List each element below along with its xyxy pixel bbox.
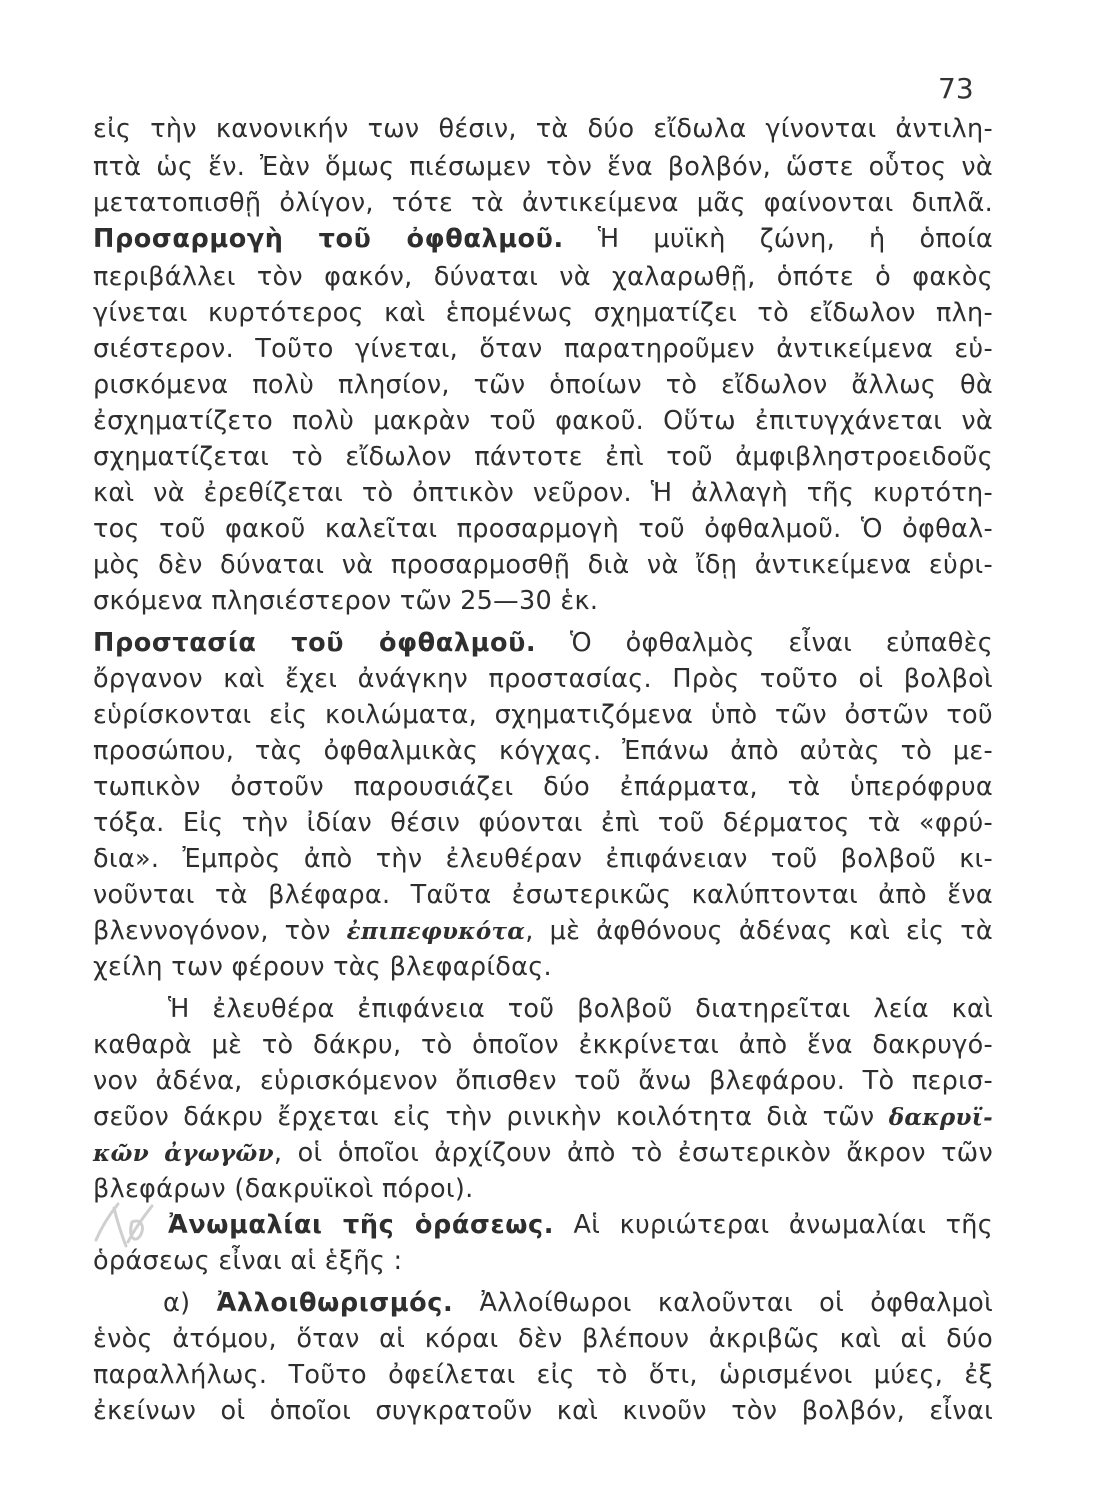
page-number: 73 [938,72,974,105]
line-text: βλεννογόνον, τὸν [93,916,347,946]
line-text: ρισκόμενα πολὺ πλησίον, τῶν ὁποίων τὸ εἴδωλον ἄλλως θὰ [93,370,993,400]
text-line [93,878,993,912]
text-line [93,150,993,184]
section-heading: Προστασία τοῦ ὀφθαλμοῦ. [93,628,537,658]
text-line [93,584,993,618]
line-text: περιβάλλει τὸν φακόν, δύναται νὰ χαλαρωθῇ, ὁπότε ὁ φακὸς [93,262,993,292]
line-text: σχηματίζεται τὸ εἴδωλον πάντοτε ἐπὶ τοῦ ἀμφιβληστροειδοῦς [93,442,993,472]
line-text: , μὲ ἀφθόνους ἀδένας καὶ εἰς τὰ [525,916,994,946]
text-line [93,1358,993,1392]
text-line [163,1286,993,1320]
section-heading: Ἀλλοιθωρισμός. [216,1288,454,1318]
line-text: προσώπου, τὰς ὀφθαλμικὰς κόγχας. Ἐπάνω ἀπὸ αὐτὰς τὸ με- [93,736,993,766]
text-line [93,260,993,294]
text-line [93,368,993,402]
line-text: μὸς δὲν δύναται νὰ προσαρμοσθῇ διὰ νὰ ἴδῃ ἀντικείμενα εὑρι- [93,550,993,580]
text-line [93,476,993,510]
line-text: Ἀλλοίθωροι καλοῦνται οἱ ὀφθαλμοὶ [453,1288,993,1318]
line-text: ἐκείνων οἱ ὁποῖοι συγκρατοῦν καὶ κινοῦν τὸν βολβόν, εἶναι [93,1396,993,1426]
line-text: τωπικὸν ὀστοῦν παρουσιάζει δύο ἐπάρματα, τὰ ὑπερόφρυα [93,772,993,802]
line-text: ἑνὸς ἀτόμου, ὅταν αἱ κόραι δὲν βλέπουν ἀκριβῶς καὶ αἱ δύο [93,1324,993,1354]
line-text: ὄργανον καὶ ἔχει ἀνάγκην προστασίας. Πρὸς τοῦτο οἱ βολβοὶ [93,664,993,694]
line-text: Ὁ ὀφθαλμὸς εἶναι εὐπαθὲς [536,628,993,658]
text-line [93,950,993,984]
text-line [93,548,993,582]
text-line [93,1100,993,1135]
line-text: Αἱ κυριώτεραι ἀνωμαλίαι τῆς [554,1210,993,1240]
text-line [93,1244,993,1278]
line-text: καὶ νὰ ἐρεθίζεται τὸ ὀπτικὸν νεῦρον. Ἡ ἀλλαγὴ τῆς κυρτότη- [93,478,993,508]
line-text: νον ἀδένα, εὑρισκόμενον ὄπισθεν τοῦ ἄνω βλεφάρου. Τὸ περισ- [93,1066,993,1096]
text-line [93,626,993,660]
section-heading: Προσαρμογὴ τοῦ ὀφθαλμοῦ. [93,224,564,254]
line-text: δια». Ἐμπρὸς ἀπὸ τὴν ἐλευθέραν ἐπιφάνειαν τοῦ βολβοῦ κι- [93,844,993,874]
text-line [93,1172,993,1206]
text-line [93,112,993,146]
line-text: ἐσχηματίζετο πολὺ μακρὰν τοῦ φακοῦ. Οὕτω ἐπιτυγχάνεται νὰ [93,406,993,436]
line-text: εἰς τὴν κανονικήν των θέσιν, τὰ δύο εἴδωλα γίνονται ἀντιλη- [93,114,993,144]
text-line [93,842,993,876]
section-heading: Ἀνωμαλίαι τῆς ὁράσεως. [168,1210,555,1240]
text-line [93,806,993,840]
line-text: , οἱ ὁποῖοι ἀρχίζουν ἀπὸ τὸ ἐσωτερικὸν ἄκρον τῶν [273,1138,993,1168]
line-text: Ἡ ἐλευθέρα ἐπιφάνεια τοῦ βολβοῦ διατηρεῖται λεία καὶ [168,994,993,1024]
text-line [93,332,993,366]
text-line [93,698,993,732]
text-line [93,914,993,949]
line-text: τόξα. Εἰς τὴν ἰδίαν θέσιν φύονται ἐπὶ τοῦ δέρματος τὰ «φρύ- [93,808,993,838]
line-text: μετατοπισθῇ ὀλίγον, τότε τὰ ἀντικείμενα μᾶς φαίνονται διπλᾶ. [93,188,993,218]
line-text: γίνεται κυρτότερος καὶ ἑπομένως σχηματίζει τὸ εἴδωλον πλη- [93,298,993,328]
text-line [93,734,993,768]
line-text: σιέστερον. Τοῦτο γίνεται, ὅταν παρατηροῦμεν ἀντικείμενα εὑ- [93,334,993,364]
text-line [93,1136,993,1171]
list-marker: α) [163,1288,217,1318]
line-text: παραλλήλως. Τοῦτο ὀφείλεται εἰς τὸ ὅτι, ὡρισμένοι μύες, ἐξ [93,1360,993,1390]
line-text: σκόμενα πλησιέστερον τῶν 25—30 ἑκ. [93,586,599,616]
text-line [93,512,993,546]
text-line [93,662,993,696]
text-line [93,440,993,474]
text-line [93,186,993,220]
line-text: σεῦον δάκρυ ἔρχεται εἰς τὴν ρινικὴν κοιλότητα διὰ τῶν [93,1102,889,1132]
text-line [93,1028,993,1062]
text-line [168,1208,993,1242]
italic-term: κῶν ἀγωγῶν [93,1140,274,1167]
text-line [93,770,993,804]
line-text: πτὰ ὡς ἕν. Ἐὰν ὅμως πιέσωμεν τὸν ἕνα βολβόν, ὥστε οὗτος νὰ [93,152,993,182]
line-text: καθαρὰ μὲ τὸ δάκρυ, τὸ ὁποῖον ἐκκρίνεται ἀπὸ ἕνα δακρυγό- [93,1030,993,1060]
line-text: εὑρίσκονται εἰς κοιλώματα, σχηματιζόμενα ὑπὸ τῶν ὀστῶν τοῦ [93,700,993,730]
line-text: βλεφάρων (δακρυϊκοὶ πόροι). [93,1174,474,1204]
line-text: χείλη των φέρουν τὰς βλεφαρίδας. [93,952,552,982]
text-line [168,992,993,1026]
line-text: Ἡ μυϊκὴ ζώνη, ἡ ὁποία [563,224,993,254]
line-text: ὁράσεως εἶναι αἱ ἑξῆς : [93,1246,403,1276]
text-line [93,222,993,256]
text-line [93,404,993,438]
italic-term: δακρυϊ- [888,1104,993,1131]
italic-term: ἐπιπεφυκότα [346,918,526,945]
text-line [93,1394,993,1428]
text-line [93,1322,993,1356]
text-line [93,296,993,330]
handwritten-mark-icon [88,1196,158,1252]
line-text: τος τοῦ φακοῦ καλεῖται προσαρμογὴ τοῦ ὀφθαλμοῦ. Ὁ ὀφθαλ- [93,514,993,544]
text-line [93,1064,993,1098]
line-text: νοῦνται τὰ βλέφαρα. Ταῦτα ἐσωτερικῶς καλύπτονται ἀπὸ ἕνα [93,880,993,910]
